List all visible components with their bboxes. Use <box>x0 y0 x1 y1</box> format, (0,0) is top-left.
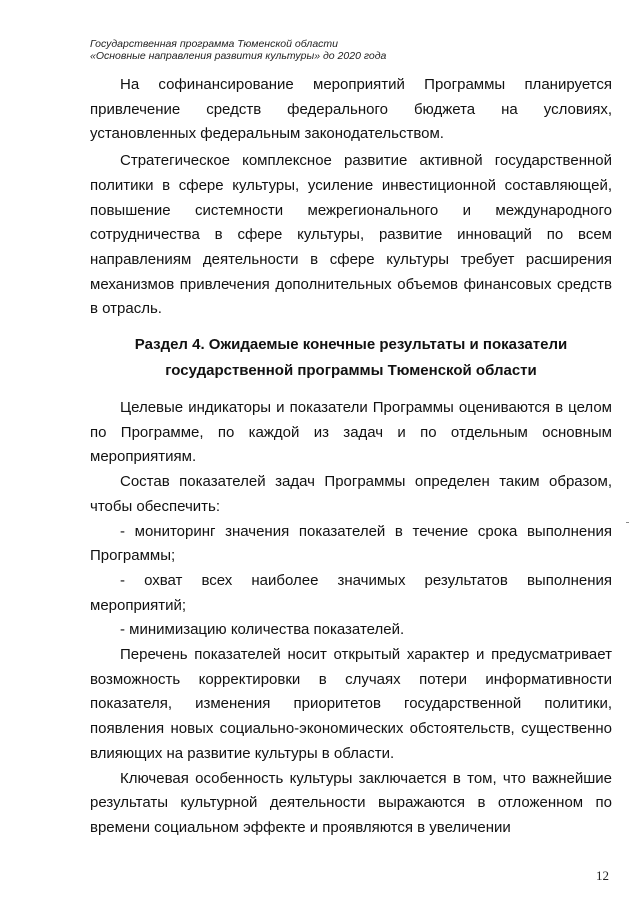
paragraph-key-feature: Ключевая особенность культуры заключается в том, что важнейшие результаты культурной деятельности выражаются в отложенном по времени социальном эффекте и проявляются в увеличении <box>90 769 612 836</box>
section-heading <box>90 332 612 384</box>
list-item-minimization: - минимизацию количества показателей. <box>120 621 405 639</box>
list-item-coverage: - охват всех наиболее значимых результатов выполнения мероприятий; <box>90 571 612 614</box>
paragraph-indicators: Целевые индикаторы и показатели Программы оцениваются в целом по Программе, по каждой из задач и по отдельным основным мероприятиям. <box>90 399 612 466</box>
section-heading-line-2: государственной программы Тюменской области <box>165 362 537 380</box>
section-heading-line-1: Раздел 4. Ожидаемые конечные результаты и показатели <box>134 336 568 354</box>
paragraph-strategic-development: Стратегическое комплексное развитие активной государственной политики в сфере культуры, усиление инвестиционной составляющей, повышение системности межрегионального и международного сотрудничества в сфере культуры, развитие инноваций по всем направлениям деятельности в сфере культуры требует расширения механизмов привлечения дополнительных объемов финансовых средств в отрасль. <box>90 152 612 318</box>
running-header-line-2: «Основные направления развития культуры» до 2020 года <box>90 50 387 62</box>
running-header-line-1: Государственная программа Тюменской области <box>90 38 338 50</box>
document-body <box>90 73 612 841</box>
paragraph-cofinancing: На софинансирование мероприятий Программы планируется привлечение средств федерального бюджета на условиях, установленных федеральным законодательством. <box>90 76 612 143</box>
list-item-monitoring: - мониторинг значения показателей в течение срока выполнения Программы; <box>90 522 612 565</box>
page-number: 12 <box>596 868 609 883</box>
running-header <box>90 38 590 62</box>
paragraph-composition: Состав показателей задач Программы определен таким образом, чтобы обеспечить: <box>90 473 612 515</box>
paragraph-open-list: Перечень показателей носит открытый характер и предусматривает возможность корректировки в случаях потери информативности показателя, изменения приоритетов государственной политики, появления новых социально-экономических обстоятельств, существенно влияющих на развитие культуры в области. <box>90 646 612 762</box>
scan-mark <box>626 522 629 523</box>
